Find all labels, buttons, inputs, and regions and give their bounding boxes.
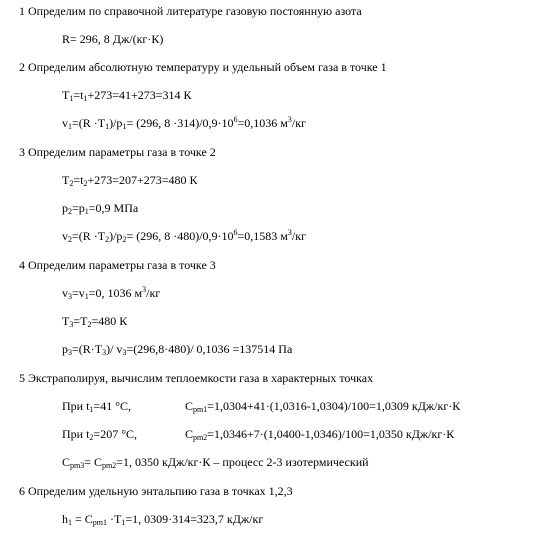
formula-v3: $v_3=v_1=0$, 1036 $м^3/кг$	[62, 285, 161, 301]
formula-p2: $p_2=p_1=0,9$ МПа	[62, 201, 139, 216]
section-6-heading: 6 Определим удельную энтальпию газа в точках 1,2,3	[19, 484, 293, 498]
formula-h1: $h_1 = C_{pm1} \cdot T_1=1$, 0309·314=323,7 кДж/кг	[62, 512, 264, 527]
formula-gas-constant: R= 296, 8 Дж/(кг·К)	[62, 32, 164, 46]
section-3-heading: 3 Определим параметры газа в точке 2	[19, 145, 216, 159]
formula-p3: $p_3=(R\cdot T_3)/$ $v_3=(296,8\cdot 480)/$ 0,1036 =137514 Па	[62, 342, 293, 357]
formula-at-t1: При $t_1=41$ °С,	[62, 399, 131, 414]
formula-t2: $T_2=t_2+273=207+273=480$ К	[62, 173, 198, 188]
formula-cpm2: $C_{pm2}=1,0346+7\cdot(1,0400-1,0346)/100=1,0350$ кДж/кг·К	[185, 427, 455, 442]
formula-v1: $v_1=(R \cdot T_1)/p_1= (296$, $8 \cdot 314)/0,9\cdot 10^6=0,1036$ $м^3/кг$	[62, 115, 306, 131]
formula-t1: $T_1=t_1+273=41+273=314$ К	[62, 88, 192, 103]
section-5-heading: 5 Экстраполируя, вычислим теплоемкости газа в характерных точках	[19, 371, 374, 385]
formula-at-t2: При $t_2=207$ °С,	[62, 427, 137, 442]
formula-v2: $v_2=(R \cdot T_2)/p_2= (296$, $8 \cdot 480)/0,9\cdot 10^6=0,1583$ $м^3/кг$	[62, 228, 306, 244]
section-4-heading: 4 Определим параметры газа в точке 3	[19, 258, 216, 272]
section-2-heading: 2 Определим абсолютную температуру и удельный объем газа в точке 1	[19, 60, 387, 74]
section-1-heading: 1 Определим по справочной литературе газовую постоянную азота	[19, 4, 362, 18]
formula-cpm1: $C_{pm1}=1,0304+41\cdot(1,0316-1,0304)/100=1,0309$ кДж/кг·К	[185, 399, 461, 414]
formula-t3: $T_3=T_2=480$ К	[62, 314, 128, 329]
formula-cpm3: $C_{pm3}= C_{pm2}=1$, 0350 кДж/кг·К – процесс 2-3 изотермический	[62, 455, 369, 470]
